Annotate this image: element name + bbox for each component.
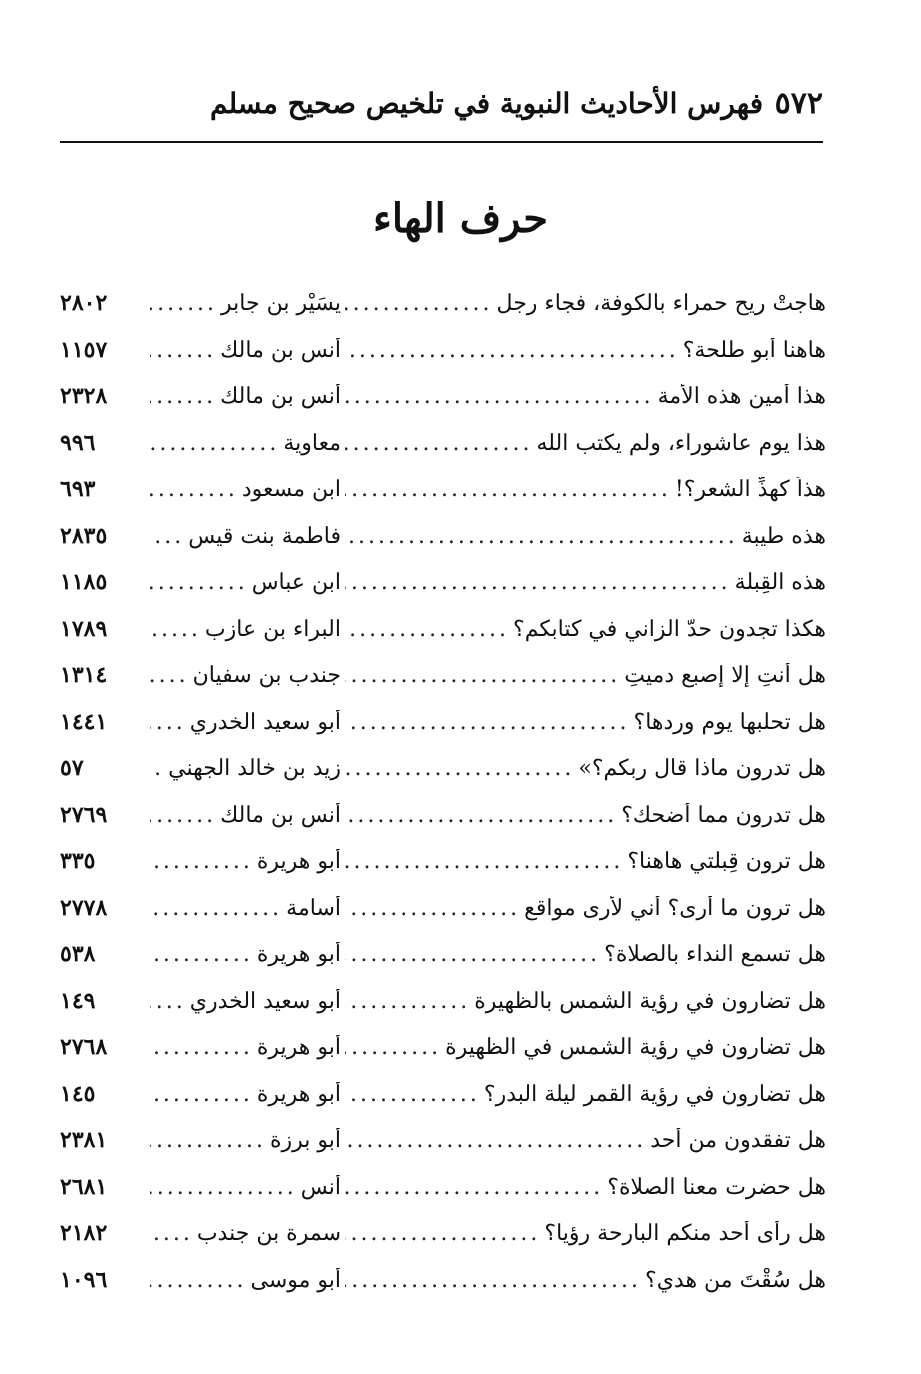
hadith-cell xyxy=(341,570,826,595)
narrator-name: أبو سعيد الخدري xyxy=(189,709,341,735)
narrator-name: زيد بن خالد الجهني xyxy=(168,756,341,781)
section-heading: حرف الهاء xyxy=(373,195,548,242)
index-entries xyxy=(60,290,826,1313)
index-entry xyxy=(60,1127,826,1174)
narrator-cell xyxy=(146,431,341,456)
hadith-cell xyxy=(341,756,826,781)
leader-dots xyxy=(345,1175,603,1200)
hadith-number: ١٠٩٦ xyxy=(60,1266,108,1293)
hadith-cell xyxy=(341,524,826,549)
hadith-number: ١٧٨٩ xyxy=(60,615,108,642)
hadith-text: هاجتْ ريح حمراء بالكوفة، فجاء رجل xyxy=(496,291,826,316)
narrator-name: أبو هريرة xyxy=(256,942,341,967)
narrator-name: البراء بن عازب xyxy=(204,616,341,642)
narrator-cell xyxy=(146,1128,341,1153)
hadith-number: ٢١٨٢ xyxy=(60,1220,108,1246)
hadith-text: هل أنتِ إلا إصبع دميتِ xyxy=(624,663,826,688)
hadith-number: ١٤٤١ xyxy=(60,708,108,735)
index-entry xyxy=(60,569,826,616)
leader-dots xyxy=(150,338,216,363)
hadith-number: ٢٧٦٨ xyxy=(60,1034,108,1060)
hadith-cell xyxy=(341,663,826,688)
leader-dots xyxy=(150,1221,193,1246)
hadith-text: هل تفقدون من أحد xyxy=(650,1128,826,1153)
hadith-number: ٢٣٢٨ xyxy=(60,383,108,409)
index-entry xyxy=(60,709,826,756)
leader-dots xyxy=(345,663,620,688)
page-header xyxy=(60,78,823,128)
hadith-text: هذا يوم عاشوراء، ولم يكتب الله xyxy=(536,430,826,456)
leader-dots xyxy=(345,1128,646,1153)
narrator-cell xyxy=(146,1221,341,1246)
index-entry xyxy=(60,941,826,988)
leader-dots xyxy=(150,1128,266,1153)
leader-dots xyxy=(345,803,617,828)
narrator-name: سمرة بن جندب xyxy=(196,1221,341,1246)
hadith-text: هل تدرون ماذا قال ربكم؟» xyxy=(578,756,826,781)
leader-dots xyxy=(150,756,164,781)
narrator-name: أنس xyxy=(300,1174,341,1200)
narrator-cell xyxy=(146,477,341,502)
hadith-number: ١١٥٧ xyxy=(60,336,108,363)
hadith-text: هل تضارون في رؤية القمر ليلة البدر؟ xyxy=(483,1081,826,1107)
hadith-text: هل تضارون في رؤية الشمس في الظهيرة xyxy=(445,1035,826,1060)
hadith-number: ٢٣٨١ xyxy=(60,1127,108,1153)
index-entry xyxy=(60,430,826,477)
leader-dots xyxy=(345,989,470,1014)
leader-dots xyxy=(150,896,282,921)
narrator-name: أسامة xyxy=(286,895,341,921)
index-entry xyxy=(60,290,826,337)
hadith-text: هذا أمين هذه الأمة xyxy=(657,384,826,409)
leader-dots xyxy=(345,384,654,409)
leader-dots xyxy=(345,1035,441,1060)
hadith-number: ٩٩٦ xyxy=(60,429,96,456)
narrator-cell xyxy=(146,756,341,781)
leader-dots xyxy=(150,384,216,409)
narrator-name: جندب بن سفيان xyxy=(192,663,341,688)
leader-dots xyxy=(345,1221,540,1246)
narrator-cell xyxy=(146,1175,341,1200)
hadith-cell xyxy=(341,942,826,967)
hadith-cell xyxy=(341,1128,826,1153)
hadith-cell xyxy=(341,291,826,316)
narrator-name: ابن عباس xyxy=(251,570,341,595)
leader-dots xyxy=(150,663,189,688)
narrator-name: أنس بن مالك xyxy=(220,802,341,828)
hadith-number: ٣٣٥ xyxy=(60,848,96,874)
hadith-text: هل سُقْتَ من هدي؟ xyxy=(645,1267,826,1293)
leader-dots xyxy=(150,803,216,828)
narrator-name: أنس بن مالك xyxy=(220,337,341,363)
leader-dots xyxy=(150,291,217,316)
narrator-cell xyxy=(146,1035,341,1060)
leader-dots xyxy=(345,477,671,502)
leader-dots xyxy=(345,896,520,921)
narrator-cell xyxy=(146,896,341,921)
hadith-text: هل تضارون في رؤية الشمس بالظهيرة xyxy=(474,988,826,1014)
leader-dots xyxy=(345,431,532,456)
leader-dots xyxy=(345,849,623,874)
hadith-number: ٢٧٧٨ xyxy=(60,894,108,921)
leader-dots xyxy=(345,1268,641,1293)
leader-dots xyxy=(150,1268,246,1293)
hadith-number: ١٤٥ xyxy=(60,1080,96,1107)
narrator-name: ابن مسعود xyxy=(241,477,341,502)
hadith-cell xyxy=(341,710,826,735)
leader-dots xyxy=(150,1035,253,1060)
hadith-text: هكذا تجدون حدّ الزاني في كتابكم؟ xyxy=(513,616,826,642)
leader-dots xyxy=(150,1175,297,1200)
leader-dots xyxy=(345,710,630,735)
leader-dots xyxy=(150,1082,253,1107)
narrator-cell xyxy=(146,524,341,549)
leader-dots xyxy=(345,291,493,316)
hadith-text: هل تسمع النداء بالصلاة؟ xyxy=(604,942,826,967)
narrator-cell xyxy=(146,803,341,828)
leader-dots xyxy=(150,942,253,967)
hadith-text: هاهنا أبو طلحة؟ xyxy=(682,337,826,363)
index-entry xyxy=(60,802,826,849)
hadith-text: هذه القِبلة xyxy=(734,570,826,595)
hadith-cell xyxy=(341,431,826,456)
leader-dots xyxy=(150,477,238,502)
index-entry xyxy=(60,337,826,384)
hadith-cell xyxy=(341,1268,826,1293)
narrator-name: يسَيْر بن جابر xyxy=(221,291,341,316)
narrator-cell xyxy=(146,570,341,595)
header-divider xyxy=(60,141,823,143)
hadith-text: هل ترون قِبلتي هاهنا؟ xyxy=(627,849,826,874)
leader-dots xyxy=(150,570,248,595)
leader-dots xyxy=(150,617,201,642)
leader-dots xyxy=(150,989,186,1014)
leader-dots xyxy=(345,524,738,549)
hadith-cell xyxy=(341,989,826,1014)
hadith-number: ٢٨٣٥ xyxy=(60,522,108,549)
leader-dots xyxy=(345,756,574,781)
index-entry xyxy=(60,476,826,523)
narrator-cell xyxy=(146,617,341,642)
hadith-cell xyxy=(341,1082,826,1107)
narrator-name: أبو هريرة xyxy=(256,849,341,874)
index-entry xyxy=(60,523,826,570)
hadith-text: هل تدرون مما أضحك؟ xyxy=(621,802,826,828)
leader-dots xyxy=(150,710,186,735)
hadith-cell xyxy=(341,1035,826,1060)
hadith-number: ١٣١٤ xyxy=(60,662,108,688)
leader-dots xyxy=(150,524,184,549)
hadith-cell xyxy=(341,617,826,642)
narrator-cell xyxy=(146,849,341,874)
narrator-name: أبو برزة xyxy=(269,1128,341,1153)
hadith-number: ٥٧ xyxy=(60,755,84,781)
hadith-number: ٢٧٦٩ xyxy=(60,801,108,828)
narrator-cell xyxy=(146,1268,341,1293)
page-number: ٥٧٢ xyxy=(774,85,823,121)
leader-dots xyxy=(150,431,279,456)
index-entry xyxy=(60,383,826,430)
leader-dots xyxy=(345,617,509,642)
leader-dots xyxy=(345,942,600,967)
index-entry xyxy=(60,895,826,942)
hadith-number: ١١٨٥ xyxy=(60,569,108,595)
index-entry xyxy=(60,1220,826,1267)
hadith-cell xyxy=(341,849,826,874)
hadith-text: هل حضرت معنا الصلاة؟ xyxy=(607,1174,826,1200)
narrator-cell xyxy=(146,989,341,1014)
leader-dots xyxy=(345,338,679,363)
narrator-name: أبو موسى xyxy=(250,1267,341,1293)
hadith-number: ١٤٩ xyxy=(60,987,96,1014)
hadith-cell xyxy=(341,896,826,921)
hadith-cell xyxy=(341,803,826,828)
hadith-text: هل ترون ما أرى؟ أني لأرى مواقع xyxy=(524,895,826,921)
narrator-name: أبو سعيد الخدري xyxy=(189,988,341,1014)
index-entry xyxy=(60,755,826,802)
narrator-name: فاطمة بنت قيس xyxy=(188,523,341,549)
hadith-number: ٢٦٨١ xyxy=(60,1173,108,1200)
hadith-number: ٢٨٠٢ xyxy=(60,290,108,316)
hadith-cell xyxy=(341,1221,826,1246)
narrator-cell xyxy=(146,1082,341,1107)
hadith-cell xyxy=(341,1175,826,1200)
index-entry xyxy=(60,988,826,1035)
hadith-cell xyxy=(341,384,826,409)
hadith-text: هذه طيبة xyxy=(741,523,826,549)
narrator-cell xyxy=(146,291,341,316)
narrator-name: أبو هريرة xyxy=(256,1081,341,1107)
narrator-cell xyxy=(146,338,341,363)
index-entry xyxy=(60,662,826,709)
narrator-name: أبو هريرة xyxy=(256,1035,341,1060)
index-entry xyxy=(60,1174,826,1221)
hadith-text: هل تحلبها يوم وردها؟ xyxy=(633,709,826,735)
index-entry xyxy=(60,1267,826,1314)
index-entry xyxy=(60,1081,826,1128)
leader-dots xyxy=(345,570,731,595)
narrator-name: أنس بن مالك xyxy=(220,384,341,409)
narrator-cell xyxy=(146,942,341,967)
index-entry xyxy=(60,1034,826,1081)
index-entry xyxy=(60,616,826,663)
hadith-text: هل رأى أحد منكم البارحة رؤيا؟ xyxy=(544,1221,826,1246)
leader-dots xyxy=(345,1082,480,1107)
hadith-cell xyxy=(341,338,826,363)
narrator-name: معاوية xyxy=(283,430,341,456)
narrator-cell xyxy=(146,710,341,735)
narrator-cell xyxy=(146,663,341,688)
index-entry xyxy=(60,848,826,895)
narrator-cell xyxy=(146,384,341,409)
hadith-text: هذاً كهذِّ الشعر؟! xyxy=(674,477,826,502)
hadith-number: ٥٣٨ xyxy=(60,941,96,967)
running-title: فهرس الأحاديث النبوية في تلخيص صحيح مسلم xyxy=(210,86,764,120)
hadith-cell xyxy=(341,477,826,502)
hadith-number: ٦٩٣ xyxy=(60,476,96,502)
leader-dots xyxy=(150,849,253,874)
